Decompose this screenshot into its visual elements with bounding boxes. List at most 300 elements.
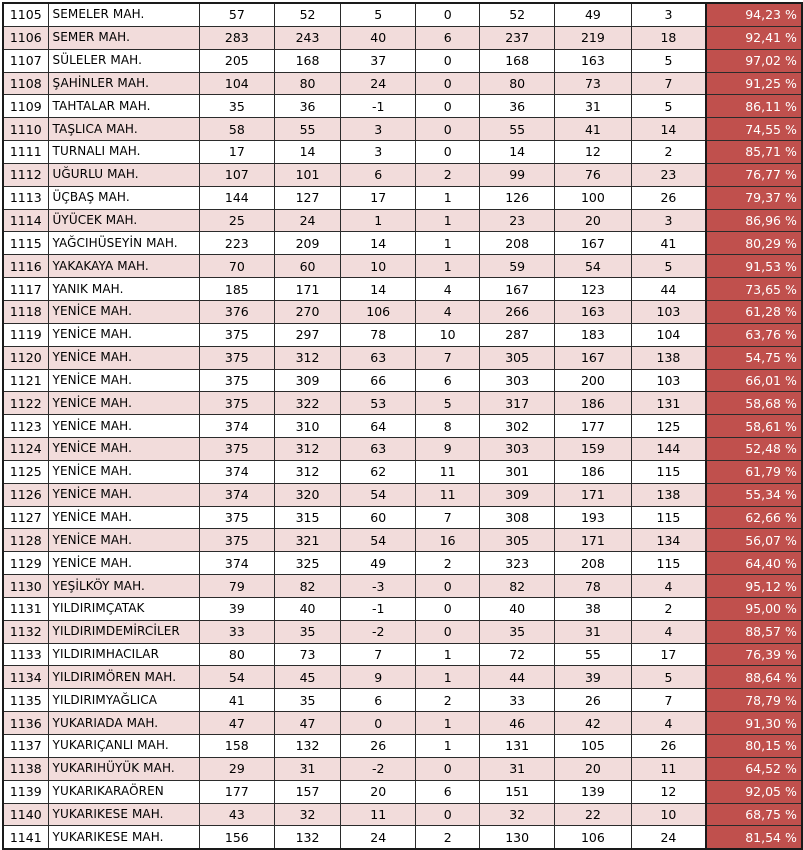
row-number-cell[interactable]: 1125 [3,460,48,483]
percentage-cell[interactable] [706,712,802,735]
value-cell-6[interactable]: 26 [555,689,632,712]
neighborhood-name-cell[interactable]: YAĞCIHÜSEYİN MAH. [48,232,199,255]
value-cell-4[interactable]: 9 [416,438,480,461]
row-number-cell[interactable]: 1136 [3,712,48,735]
value-cell-1[interactable]: 57 [199,3,274,26]
value-cell-2[interactable]: 209 [274,232,341,255]
percentage-cell[interactable] [706,72,802,95]
value-cell-3[interactable]: 17 [341,186,416,209]
neighborhood-name-cell[interactable]: YILDIRIMÇATAK [48,597,199,620]
neighborhood-name-cell[interactable]: YENİCE MAH. [48,460,199,483]
value-cell-5[interactable]: 130 [480,826,555,849]
value-cell-2[interactable]: 157 [274,780,341,803]
value-cell-3[interactable]: 54 [341,529,416,552]
value-cell-3[interactable]: 37 [341,49,416,72]
value-cell-4[interactable]: 7 [416,506,480,529]
percentage-cell[interactable] [706,689,802,712]
value-cell-7[interactable]: 138 [631,346,706,369]
percentage-cell[interactable] [706,209,802,232]
value-cell-1[interactable]: 79 [199,575,274,598]
value-cell-6[interactable]: 31 [555,95,632,118]
value-cell-2[interactable]: 322 [274,392,341,415]
percentage-cell[interactable] [706,780,802,803]
value-cell-7[interactable]: 3 [631,3,706,26]
value-cell-3[interactable]: 60 [341,506,416,529]
value-cell-5[interactable]: 52 [480,3,555,26]
value-cell-3[interactable]: 6 [341,163,416,186]
value-cell-5[interactable]: 237 [480,26,555,49]
value-cell-1[interactable]: 375 [199,529,274,552]
row-number-cell[interactable]: 1131 [3,597,48,620]
value-cell-4[interactable]: 11 [416,460,480,483]
row-number-cell[interactable]: 1140 [3,803,48,826]
value-cell-3[interactable]: -1 [341,597,416,620]
value-cell-4[interactable]: 0 [416,3,480,26]
value-cell-5[interactable]: 208 [480,232,555,255]
value-cell-3[interactable]: 49 [341,552,416,575]
value-cell-1[interactable]: 107 [199,163,274,186]
row-number-cell[interactable]: 1116 [3,255,48,278]
value-cell-7[interactable]: 5 [631,255,706,278]
row-number-cell[interactable]: 1117 [3,278,48,301]
value-cell-7[interactable]: 4 [631,575,706,598]
row-number-cell[interactable]: 1109 [3,95,48,118]
value-cell-4[interactable]: 2 [416,689,480,712]
value-cell-2[interactable]: 320 [274,483,341,506]
row-number-cell[interactable]: 1133 [3,643,48,666]
neighborhood-name-cell[interactable]: YENİCE MAH. [48,438,199,461]
row-number-cell[interactable]: 1114 [3,209,48,232]
value-cell-6[interactable]: 163 [555,49,632,72]
percentage-cell[interactable] [706,255,802,278]
value-cell-1[interactable]: 104 [199,72,274,95]
percentage-cell[interactable] [706,529,802,552]
value-cell-1[interactable]: 375 [199,438,274,461]
value-cell-7[interactable]: 26 [631,735,706,758]
neighborhood-name-cell[interactable]: YENİCE MAH. [48,300,199,323]
percentage-cell[interactable] [706,438,802,461]
percentage-cell[interactable] [706,620,802,643]
value-cell-4[interactable]: 1 [416,666,480,689]
neighborhood-name-cell[interactable]: TAHTALAR MAH. [48,95,199,118]
value-cell-6[interactable]: 100 [555,186,632,209]
neighborhood-name-cell[interactable]: YENİCE MAH. [48,483,199,506]
value-cell-7[interactable]: 3 [631,209,706,232]
value-cell-5[interactable]: 309 [480,483,555,506]
value-cell-7[interactable]: 5 [631,49,706,72]
value-cell-5[interactable]: 36 [480,95,555,118]
value-cell-4[interactable]: 0 [416,118,480,141]
value-cell-5[interactable]: 72 [480,643,555,666]
value-cell-3[interactable]: -1 [341,95,416,118]
value-cell-4[interactable]: 1 [416,643,480,666]
value-cell-1[interactable]: 41 [199,689,274,712]
value-cell-7[interactable]: 134 [631,529,706,552]
value-cell-1[interactable]: 39 [199,597,274,620]
value-cell-2[interactable]: 309 [274,369,341,392]
value-cell-3[interactable]: 106 [341,300,416,323]
value-cell-1[interactable]: 47 [199,712,274,735]
neighborhood-name-cell[interactable]: SEMELER MAH. [48,3,199,26]
value-cell-2[interactable]: 171 [274,278,341,301]
neighborhood-name-cell[interactable]: YENİCE MAH. [48,346,199,369]
value-cell-2[interactable]: 321 [274,529,341,552]
row-number-cell[interactable]: 1113 [3,186,48,209]
value-cell-7[interactable]: 7 [631,689,706,712]
value-cell-4[interactable]: 0 [416,49,480,72]
value-cell-4[interactable]: 6 [416,26,480,49]
percentage-cell[interactable] [706,552,802,575]
value-cell-7[interactable]: 115 [631,506,706,529]
value-cell-3[interactable]: 63 [341,438,416,461]
value-cell-4[interactable]: 4 [416,278,480,301]
value-cell-2[interactable]: 52 [274,3,341,26]
row-number-cell[interactable]: 1128 [3,529,48,552]
value-cell-3[interactable]: 1 [341,209,416,232]
value-cell-4[interactable]: 8 [416,415,480,438]
value-cell-1[interactable]: 375 [199,369,274,392]
value-cell-2[interactable]: 312 [274,346,341,369]
row-number-cell[interactable]: 1118 [3,300,48,323]
value-cell-7[interactable]: 18 [631,26,706,49]
value-cell-1[interactable]: 223 [199,232,274,255]
percentage-cell[interactable] [706,826,802,849]
value-cell-4[interactable]: 6 [416,369,480,392]
value-cell-1[interactable]: 54 [199,666,274,689]
value-cell-2[interactable]: 132 [274,826,341,849]
value-cell-5[interactable]: 23 [480,209,555,232]
value-cell-2[interactable]: 32 [274,803,341,826]
value-cell-7[interactable]: 41 [631,232,706,255]
value-cell-6[interactable]: 42 [555,712,632,735]
value-cell-7[interactable]: 115 [631,460,706,483]
value-cell-4[interactable]: 0 [416,757,480,780]
neighborhood-name-cell[interactable]: YENİCE MAH. [48,323,199,346]
value-cell-6[interactable]: 76 [555,163,632,186]
value-cell-2[interactable]: 312 [274,438,341,461]
percentage-cell[interactable] [706,346,802,369]
value-cell-7[interactable]: 103 [631,300,706,323]
neighborhood-name-cell[interactable]: ŞAHİNLER MAH. [48,72,199,95]
value-cell-2[interactable]: 35 [274,620,341,643]
value-cell-2[interactable]: 55 [274,118,341,141]
value-cell-2[interactable]: 24 [274,209,341,232]
value-cell-3[interactable]: -2 [341,757,416,780]
value-cell-3[interactable]: 14 [341,232,416,255]
percentage-cell[interactable] [706,186,802,209]
percentage-cell[interactable] [706,118,802,141]
value-cell-6[interactable]: 73 [555,72,632,95]
percentage-cell[interactable] [706,141,802,164]
row-number-cell[interactable]: 1130 [3,575,48,598]
value-cell-2[interactable]: 297 [274,323,341,346]
row-number-cell[interactable]: 1134 [3,666,48,689]
neighborhood-name-cell[interactable]: ÜYÜCEK MAH. [48,209,199,232]
value-cell-2[interactable]: 60 [274,255,341,278]
neighborhood-name-cell[interactable]: YILDIRIMDEMİRCİLER [48,620,199,643]
value-cell-6[interactable]: 41 [555,118,632,141]
neighborhood-name-cell[interactable]: YUKARIKARAÖREN [48,780,199,803]
row-number-cell[interactable]: 1123 [3,415,48,438]
value-cell-6[interactable]: 171 [555,529,632,552]
value-cell-5[interactable]: 31 [480,757,555,780]
value-cell-2[interactable]: 36 [274,95,341,118]
value-cell-5[interactable]: 80 [480,72,555,95]
value-cell-2[interactable]: 312 [274,460,341,483]
value-cell-3[interactable]: 24 [341,826,416,849]
value-cell-1[interactable]: 25 [199,209,274,232]
value-cell-3[interactable]: 6 [341,689,416,712]
value-cell-1[interactable]: 374 [199,415,274,438]
value-cell-4[interactable]: 2 [416,552,480,575]
value-cell-2[interactable]: 47 [274,712,341,735]
row-number-cell[interactable]: 1132 [3,620,48,643]
value-cell-4[interactable]: 11 [416,483,480,506]
value-cell-6[interactable]: 208 [555,552,632,575]
value-cell-3[interactable]: 66 [341,369,416,392]
percentage-cell[interactable] [706,163,802,186]
value-cell-5[interactable]: 35 [480,620,555,643]
value-cell-7[interactable]: 17 [631,643,706,666]
percentage-cell[interactable] [706,323,802,346]
neighborhood-name-cell[interactable]: YILDIRIMÖREN MAH. [48,666,199,689]
value-cell-5[interactable]: 44 [480,666,555,689]
value-cell-5[interactable]: 99 [480,163,555,186]
value-cell-2[interactable]: 127 [274,186,341,209]
row-number-cell[interactable]: 1107 [3,49,48,72]
percentage-cell[interactable] [706,460,802,483]
neighborhood-name-cell[interactable]: YENİCE MAH. [48,369,199,392]
percentage-cell[interactable] [706,575,802,598]
value-cell-5[interactable]: 14 [480,141,555,164]
value-cell-7[interactable]: 44 [631,278,706,301]
value-cell-7[interactable]: 7 [631,72,706,95]
value-cell-6[interactable]: 123 [555,278,632,301]
value-cell-7[interactable]: 12 [631,780,706,803]
value-cell-5[interactable]: 323 [480,552,555,575]
value-cell-4[interactable]: 1 [416,735,480,758]
value-cell-4[interactable]: 7 [416,346,480,369]
percentage-cell[interactable] [706,757,802,780]
row-number-cell[interactable]: 1139 [3,780,48,803]
value-cell-7[interactable]: 5 [631,666,706,689]
value-cell-3[interactable]: 62 [341,460,416,483]
percentage-cell[interactable] [706,483,802,506]
row-number-cell[interactable]: 1137 [3,735,48,758]
neighborhood-name-cell[interactable]: TAŞLICA MAH. [48,118,199,141]
value-cell-7[interactable]: 104 [631,323,706,346]
neighborhood-name-cell[interactable]: YUKARIKESE MAH. [48,803,199,826]
value-cell-3[interactable]: 7 [341,643,416,666]
value-cell-6[interactable]: 22 [555,803,632,826]
row-number-cell[interactable]: 1110 [3,118,48,141]
value-cell-1[interactable]: 29 [199,757,274,780]
neighborhood-name-cell[interactable]: TURNALI MAH. [48,141,199,164]
value-cell-4[interactable]: 1 [416,232,480,255]
value-cell-1[interactable]: 33 [199,620,274,643]
value-cell-4[interactable]: 0 [416,72,480,95]
row-number-cell[interactable]: 1120 [3,346,48,369]
value-cell-3[interactable]: 5 [341,3,416,26]
value-cell-6[interactable]: 38 [555,597,632,620]
value-cell-7[interactable]: 125 [631,415,706,438]
value-cell-4[interactable]: 5 [416,392,480,415]
value-cell-2[interactable]: 73 [274,643,341,666]
value-cell-7[interactable]: 2 [631,141,706,164]
value-cell-3[interactable]: 78 [341,323,416,346]
value-cell-7[interactable]: 5 [631,95,706,118]
row-number-cell[interactable]: 1135 [3,689,48,712]
value-cell-3[interactable]: 63 [341,346,416,369]
value-cell-1[interactable]: 374 [199,483,274,506]
value-cell-1[interactable]: 70 [199,255,274,278]
percentage-cell[interactable] [706,666,802,689]
percentage-cell[interactable] [706,26,802,49]
value-cell-3[interactable]: 26 [341,735,416,758]
value-cell-5[interactable]: 302 [480,415,555,438]
value-cell-7[interactable]: 115 [631,552,706,575]
value-cell-6[interactable]: 105 [555,735,632,758]
value-cell-5[interactable]: 287 [480,323,555,346]
value-cell-5[interactable]: 32 [480,803,555,826]
value-cell-1[interactable]: 375 [199,506,274,529]
value-cell-7[interactable]: 103 [631,369,706,392]
value-cell-5[interactable]: 305 [480,529,555,552]
row-number-cell[interactable]: 1124 [3,438,48,461]
value-cell-5[interactable]: 167 [480,278,555,301]
value-cell-1[interactable]: 374 [199,552,274,575]
value-cell-5[interactable]: 46 [480,712,555,735]
value-cell-1[interactable]: 205 [199,49,274,72]
value-cell-1[interactable]: 185 [199,278,274,301]
neighborhood-name-cell[interactable]: YENİCE MAH. [48,506,199,529]
value-cell-1[interactable]: 375 [199,392,274,415]
percentage-cell[interactable] [706,506,802,529]
value-cell-3[interactable]: 53 [341,392,416,415]
value-cell-3[interactable]: 14 [341,278,416,301]
value-cell-2[interactable]: 325 [274,552,341,575]
value-cell-7[interactable]: 144 [631,438,706,461]
percentage-cell[interactable] [706,232,802,255]
neighborhood-name-cell[interactable]: YUKARIADA MAH. [48,712,199,735]
row-number-cell[interactable]: 1115 [3,232,48,255]
row-number-cell[interactable]: 1108 [3,72,48,95]
row-number-cell[interactable]: 1122 [3,392,48,415]
value-cell-1[interactable]: 43 [199,803,274,826]
value-cell-1[interactable]: 283 [199,26,274,49]
value-cell-7[interactable]: 10 [631,803,706,826]
value-cell-6[interactable]: 49 [555,3,632,26]
value-cell-4[interactable]: 1 [416,209,480,232]
value-cell-6[interactable]: 183 [555,323,632,346]
value-cell-6[interactable]: 177 [555,415,632,438]
value-cell-6[interactable]: 219 [555,26,632,49]
value-cell-4[interactable]: 1 [416,186,480,209]
value-cell-2[interactable]: 45 [274,666,341,689]
neighborhood-name-cell[interactable]: YUKARIÇANLI MAH. [48,735,199,758]
value-cell-2[interactable]: 270 [274,300,341,323]
value-cell-3[interactable]: 40 [341,26,416,49]
value-cell-3[interactable]: 24 [341,72,416,95]
row-number-cell[interactable]: 1138 [3,757,48,780]
value-cell-3[interactable]: 54 [341,483,416,506]
value-cell-7[interactable]: 2 [631,597,706,620]
value-cell-4[interactable]: 0 [416,620,480,643]
percentage-cell[interactable] [706,3,802,26]
neighborhood-name-cell[interactable]: YENİCE MAH. [48,415,199,438]
value-cell-1[interactable]: 177 [199,780,274,803]
value-cell-2[interactable]: 101 [274,163,341,186]
value-cell-7[interactable]: 24 [631,826,706,849]
value-cell-5[interactable]: 303 [480,369,555,392]
value-cell-4[interactable]: 0 [416,597,480,620]
neighborhood-name-cell[interactable]: YENİCE MAH. [48,529,199,552]
value-cell-6[interactable]: 167 [555,232,632,255]
row-number-cell[interactable]: 1141 [3,826,48,849]
neighborhood-name-cell[interactable]: YEŞİLKÖY MAH. [48,575,199,598]
value-cell-6[interactable]: 31 [555,620,632,643]
neighborhood-name-cell[interactable]: YENİCE MAH. [48,392,199,415]
neighborhood-name-cell[interactable]: YANIK MAH. [48,278,199,301]
value-cell-2[interactable]: 80 [274,72,341,95]
value-cell-3[interactable]: 9 [341,666,416,689]
value-cell-3[interactable]: -3 [341,575,416,598]
value-cell-6[interactable]: 171 [555,483,632,506]
value-cell-4[interactable]: 1 [416,255,480,278]
neighborhood-name-cell[interactable]: YUKARIHÜYÜK MAH. [48,757,199,780]
neighborhood-name-cell[interactable]: SEMER MAH. [48,26,199,49]
value-cell-4[interactable]: 0 [416,803,480,826]
neighborhood-name-cell[interactable]: YILDIRIMYAĞLICA [48,689,199,712]
value-cell-2[interactable]: 14 [274,141,341,164]
value-cell-5[interactable]: 168 [480,49,555,72]
value-cell-6[interactable]: 186 [555,460,632,483]
value-cell-3[interactable]: 0 [341,712,416,735]
value-cell-1[interactable]: 375 [199,323,274,346]
row-number-cell[interactable]: 1119 [3,323,48,346]
neighborhood-name-cell[interactable]: YILDIRIMHACILAR [48,643,199,666]
value-cell-6[interactable]: 78 [555,575,632,598]
neighborhood-name-cell[interactable]: YAKAKAYA MAH. [48,255,199,278]
value-cell-6[interactable]: 200 [555,369,632,392]
percentage-cell[interactable] [706,643,802,666]
value-cell-5[interactable]: 40 [480,597,555,620]
value-cell-1[interactable]: 144 [199,186,274,209]
value-cell-6[interactable]: 20 [555,209,632,232]
percentage-cell[interactable] [706,300,802,323]
value-cell-5[interactable]: 308 [480,506,555,529]
percentage-cell[interactable] [706,95,802,118]
value-cell-5[interactable]: 55 [480,118,555,141]
value-cell-6[interactable]: 20 [555,757,632,780]
value-cell-4[interactable]: 0 [416,575,480,598]
value-cell-2[interactable]: 315 [274,506,341,529]
value-cell-4[interactable]: 0 [416,141,480,164]
value-cell-4[interactable]: 0 [416,95,480,118]
value-cell-4[interactable]: 4 [416,300,480,323]
value-cell-4[interactable]: 1 [416,712,480,735]
value-cell-5[interactable]: 33 [480,689,555,712]
value-cell-1[interactable]: 158 [199,735,274,758]
percentage-cell[interactable] [706,278,802,301]
value-cell-1[interactable]: 58 [199,118,274,141]
value-cell-2[interactable]: 82 [274,575,341,598]
value-cell-7[interactable]: 23 [631,163,706,186]
value-cell-1[interactable]: 17 [199,141,274,164]
value-cell-3[interactable]: 10 [341,255,416,278]
value-cell-3[interactable]: 64 [341,415,416,438]
value-cell-3[interactable]: -2 [341,620,416,643]
